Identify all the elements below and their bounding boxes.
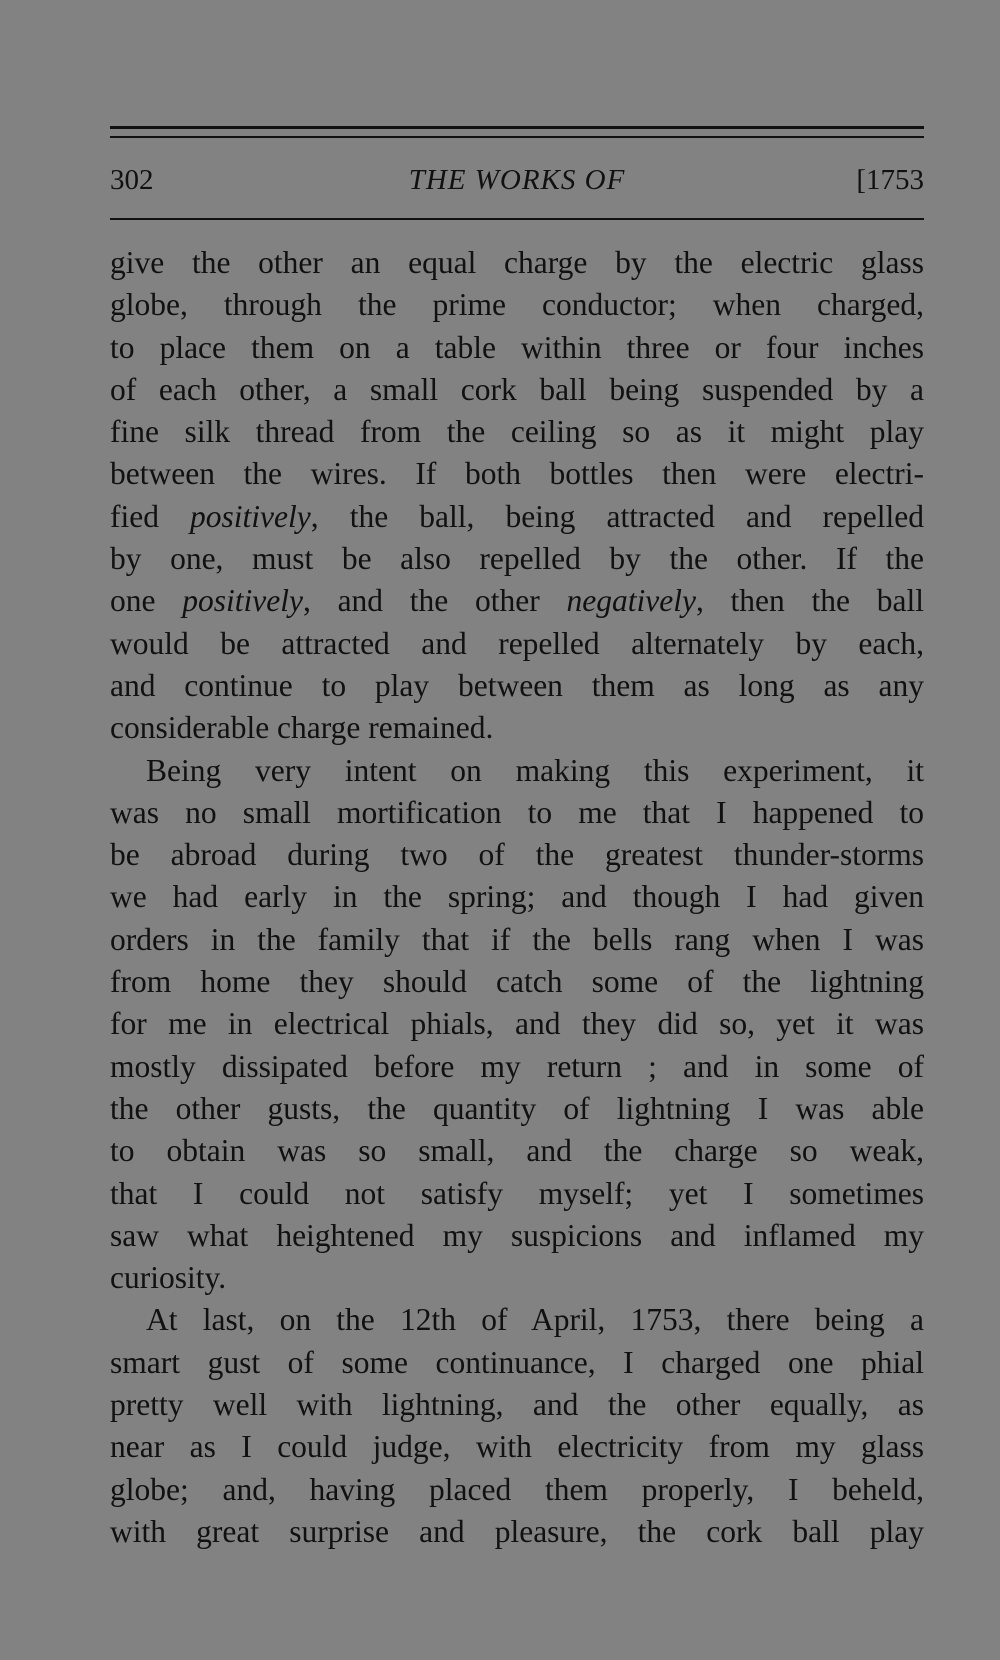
italic-word: positively xyxy=(182,583,303,619)
page-number: 302 xyxy=(110,164,154,196)
running-header xyxy=(110,158,924,202)
text-line: of each other, a small cork ball being suspended by a xyxy=(110,371,924,407)
text-line: we had early in the spring; and though I had given xyxy=(110,879,924,915)
text-line: considerable charge remained. xyxy=(110,710,494,746)
paragraph-3 xyxy=(110,1299,924,1553)
text-line: the other gusts, the quantity of lightning I was able xyxy=(110,1090,924,1126)
text-line: between the wires. If both bottles then were electri- xyxy=(110,456,924,492)
text-line: to place them on a table within three or four inches xyxy=(110,329,924,365)
text-line: At last, on the 12th of April, 1753, there being a xyxy=(146,1302,924,1338)
header-rule-bottom xyxy=(110,218,924,220)
italic-word: positively xyxy=(190,498,311,534)
text-line: globe, through the prime conductor; when charged, xyxy=(110,287,924,323)
paragraph-1 xyxy=(110,242,924,750)
italic-word: negatively xyxy=(566,583,696,619)
text-line: from home they should catch some of the lightning xyxy=(110,964,924,1000)
text-segment: , the ball, being attracted and repelled xyxy=(310,498,924,534)
text-line: curiosity. xyxy=(110,1260,227,1296)
text-line: pretty well with lightning, and the other equally, as xyxy=(110,1387,924,1423)
text-line: globe; and, having placed them properly, I beheld, xyxy=(110,1471,924,1507)
text-line: near as I could judge, with electricity from my glass xyxy=(110,1429,924,1465)
text-line: mostly dissipated before my return ; and in some of xyxy=(110,1048,924,1084)
text-segment: , then the ball xyxy=(695,583,925,619)
text-line: by one, must be also repelled by the other. If the xyxy=(110,541,924,577)
running-year: [1753 xyxy=(856,164,924,196)
text-line: and continue to play between them as long as any xyxy=(110,667,924,703)
header-rule-second xyxy=(110,136,924,138)
text-line: give the other an equal charge by the electric glass xyxy=(110,245,924,280)
text-line: would be attracted and repelled alternately by each, xyxy=(110,625,924,661)
text-segment: fied xyxy=(110,498,191,534)
text-segment: , and the other xyxy=(302,583,567,619)
text-segment: one xyxy=(110,583,183,619)
running-title: THE WORKS OF xyxy=(408,164,626,196)
text-line: be abroad during two of the greatest thunder-storms xyxy=(110,837,924,873)
text-line xyxy=(110,580,924,622)
text-line: orders in the family that if the bells rang when I was xyxy=(110,921,924,957)
text-line: fine silk thread from the ceiling so as it might play xyxy=(110,414,924,450)
text-line: saw what heightened my suspicions and inflamed my xyxy=(110,1217,924,1253)
text-line: that I could not satisfy myself; yet I sometimes xyxy=(110,1175,924,1211)
paragraph-2 xyxy=(110,750,924,1300)
header-rule-top xyxy=(110,126,924,129)
text-line: to obtain was so small, and the charge so weak, xyxy=(110,1133,924,1169)
text-line: for me in electrical phials, and they did so, yet it was xyxy=(110,1006,924,1042)
text-line: was no small mortification to me that I happened to xyxy=(110,794,924,830)
body-text xyxy=(110,242,924,1553)
text-line: with great surprise and pleasure, the cork ball play xyxy=(110,1513,924,1549)
text-line xyxy=(110,496,924,538)
text-line: Being very intent on making this experiment, it xyxy=(146,752,924,788)
text-line: smart gust of some continuance, I charged one phial xyxy=(110,1344,924,1380)
